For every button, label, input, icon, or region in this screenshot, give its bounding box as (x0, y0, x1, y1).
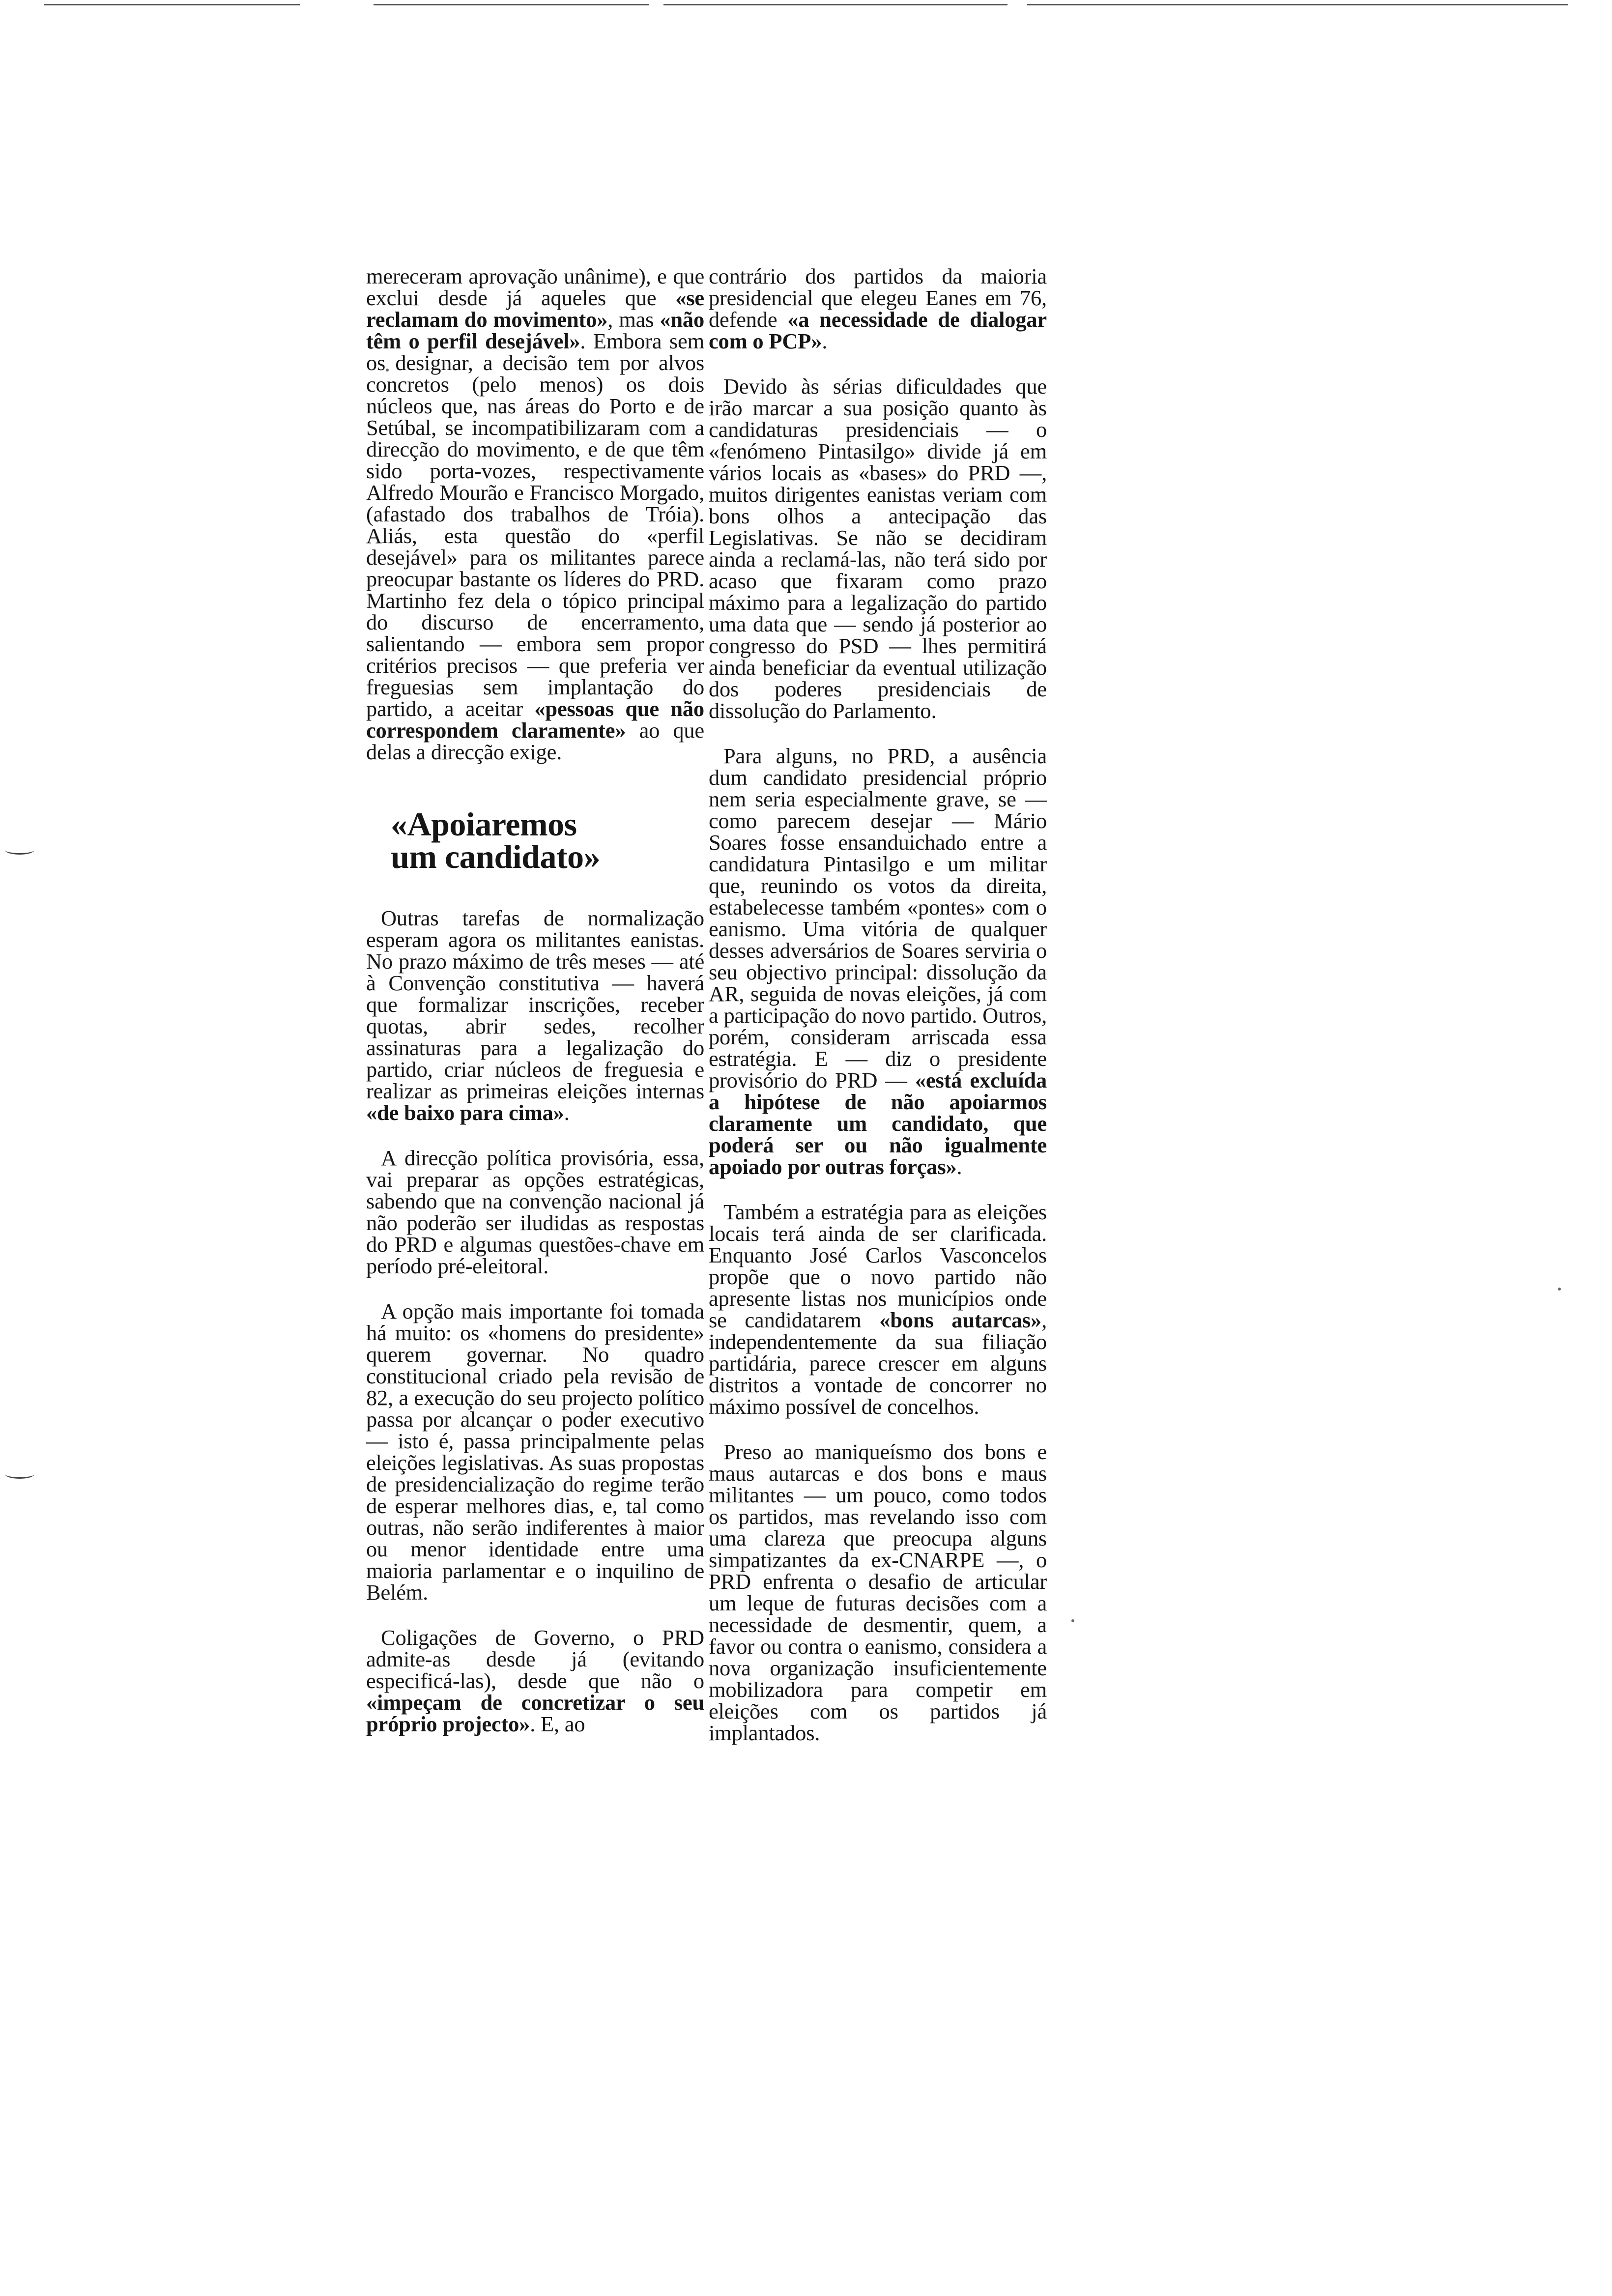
article-paragraph (709, 1441, 1047, 1744)
text-run: mereceram aprovação unânime), e que exclui desde já aqueles que (366, 264, 704, 310)
text-run: A direcção política provisória, essa, vai preparar as opções estratégicas, sabendo que na convenção nacional já não poderão ser iludidas as respostas do PRD e algumas questões-chave em período pré-eleitoral. (366, 1146, 704, 1278)
article-paragraph (366, 1300, 704, 1603)
scan-edge-line (1027, 4, 1568, 5)
article-paragraph (709, 1201, 1047, 1417)
text-run: Coligações de Governo, o PRD admite-as desde já (evitando especificá-las), desde que não o (366, 1625, 704, 1693)
text-run: . Embora sem os designar, a decisão tem por alvos concretos (pelo menos) os dois núcleos que, nas áreas do Porto e de Setúbal, se incompatibilizaram com a direcção do movimento, e de que têm sido porta-vozes, respectivamente Alfredo Mourão e Francisco Morgado, (afastado dos trabalhos de Tróia). Aliás, esta questão do «perfil desejável» para os militantes parece preocupar bastante os líderes do PRD. Martinho fez dela o tópico principal do discurso de encerramento, salientando — embora sem propor critérios precisos — que preferia ver freguesias sem implantação do partido, a aceitar (366, 329, 704, 721)
scan-edge-line (374, 4, 649, 5)
heading-line: um candidato» (391, 838, 601, 875)
heading-line: «Apoiaremos (391, 805, 577, 843)
text-run: , independentemente da sua filiação partidária, parece crescer em alguns distritos a vontade de concorrer no máximo possível de concelhos. (709, 1308, 1047, 1419)
bold-quote: «está excluída a hipótese de não apoiarmos claramente um candidato, que poderá ser ou não igualmente apoiado por outras forças» (709, 1068, 1047, 1179)
text-run: . E, ao (530, 1712, 585, 1736)
scan-edge-line (44, 4, 300, 5)
text-run: Para alguns, no PRD, a ausência dum candidato presidencial próprio nem seria especialmente grave, se — como parecem desejar — Mário Soares fosse ensanduichado entre a candidatura Pintasilgo e um militar que, reunindo os votos da direita, estabelecesse também «pontes» com o eanismo. Uma vitória de qualquer desses adversários de Soares serviria o seu objectivo principal: dissolução da AR, seguida de novas eleições, já com a participação do novo partido. Outros, porém, consideram arriscada essa estratégia. E — diz o presidente provisório do PRD — (709, 744, 1047, 1092)
bold-quote: «a necessidade de dialogar com o PCP» (709, 307, 1047, 353)
text-run: Outras tarefas de normalização esperam agora os militantes eanistas. No prazo máximo de três meses — até à Convenção constitutiva — haverá que formalizar inscrições, receber quotas, abrir sedes, recolher assinaturas para a legalização do partido, criar núcleos de freguesia e realizar as primeiras eleições internas (366, 906, 704, 1103)
text-run: Também a estratégia para as eleições locais terá ainda de ser clarificada. Enquanto José Carlos Vasconcelos propõe que o novo partido não apresente listas nos municípios onde se candidatarem (709, 1200, 1047, 1332)
article-paragraph (709, 265, 1047, 352)
binding-mark (5, 1469, 34, 1479)
text-run: , mas (607, 307, 660, 332)
left-column (366, 265, 704, 1758)
article-paragraph (709, 375, 1047, 721)
text-run: contrário dos partidos da maioria presidencial que elegeu Eanes em 76, defende (709, 264, 1047, 332)
bold-quote: «de baixo para cima» (366, 1100, 564, 1125)
section-heading (391, 805, 704, 875)
binding-mark (5, 845, 34, 855)
article-paragraph (366, 1147, 704, 1277)
right-column (709, 265, 1047, 1767)
bold-quote: «bons autarcas» (879, 1308, 1042, 1332)
bold-quote: «se reclamam do movimento» (366, 286, 704, 332)
bold-quote: «pessoas que não correspondem claramente» (366, 696, 704, 743)
text-run: A opção mais importante foi tomada há muito: os «homens do presidente» querem governar. No quadro constitucional criado pela revisão de 82, a execução do seu projecto político passa por alcançar o poder executivo — isto é, passa principalmente pelas eleições legislativas. As suas propostas de presidencialização do regime terão de esperar melhores dias, e, tal como outras, não serão indiferentes à maior ou menor identidade entre uma maioria parlamentar e o inquilino de Belém. (366, 1299, 704, 1605)
scan-edge-line (663, 4, 1008, 5)
article-paragraph (366, 1627, 704, 1735)
text-run: ao que delas a direcção exige. (366, 718, 704, 764)
article-paragraph (366, 907, 704, 1123)
text-run: . (564, 1100, 570, 1125)
scan-speck (1071, 1619, 1074, 1622)
text-run: Devido às sérias dificuldades que irão marcar a sua posição quanto às candidaturas presidenciais — o «fenómeno Pintasilgo» divide já em vários locais as «bases» do PRD —, muitos dirigentes eanistas veriam com bons olhos a antecipação das Legislativas. Se não se decidiram ainda a reclamá-las, não terá sido por acaso que fixaram como prazo máximo para a legalização do partido uma data que — sendo já posterior ao congresso do PSD — lhes permitirá ainda beneficiar da eventual utilização dos poderes presidenciais de dissolução do Parlamento. (709, 374, 1047, 723)
text-run: . (956, 1154, 962, 1179)
bold-quote: «não têm o perfil desejável» (366, 307, 704, 353)
text-run: Preso ao maniqueísmo dos bons e maus autarcas e dos bons e maus militantes — um pouco, como todos os partidos, mas revelando isso com uma clareza que preocupa alguns simpatizantes da ex-CNARPE —, o PRD enfrenta o desafio de articular um leque de futuras decisões com a necessidade de desmentir, quem, a favor ou contra o eanismo, considera a nova organização insuficientemente mobilizadora para competir em eleições com os partidos já implantados. (709, 1439, 1047, 1745)
article-paragraph (709, 745, 1047, 1177)
scan-speck (1558, 1288, 1561, 1291)
bold-quote: «impeçam de concretizar o seu próprio projecto» (366, 1690, 704, 1736)
text-run: . (822, 329, 828, 353)
article-paragraph (366, 265, 704, 763)
